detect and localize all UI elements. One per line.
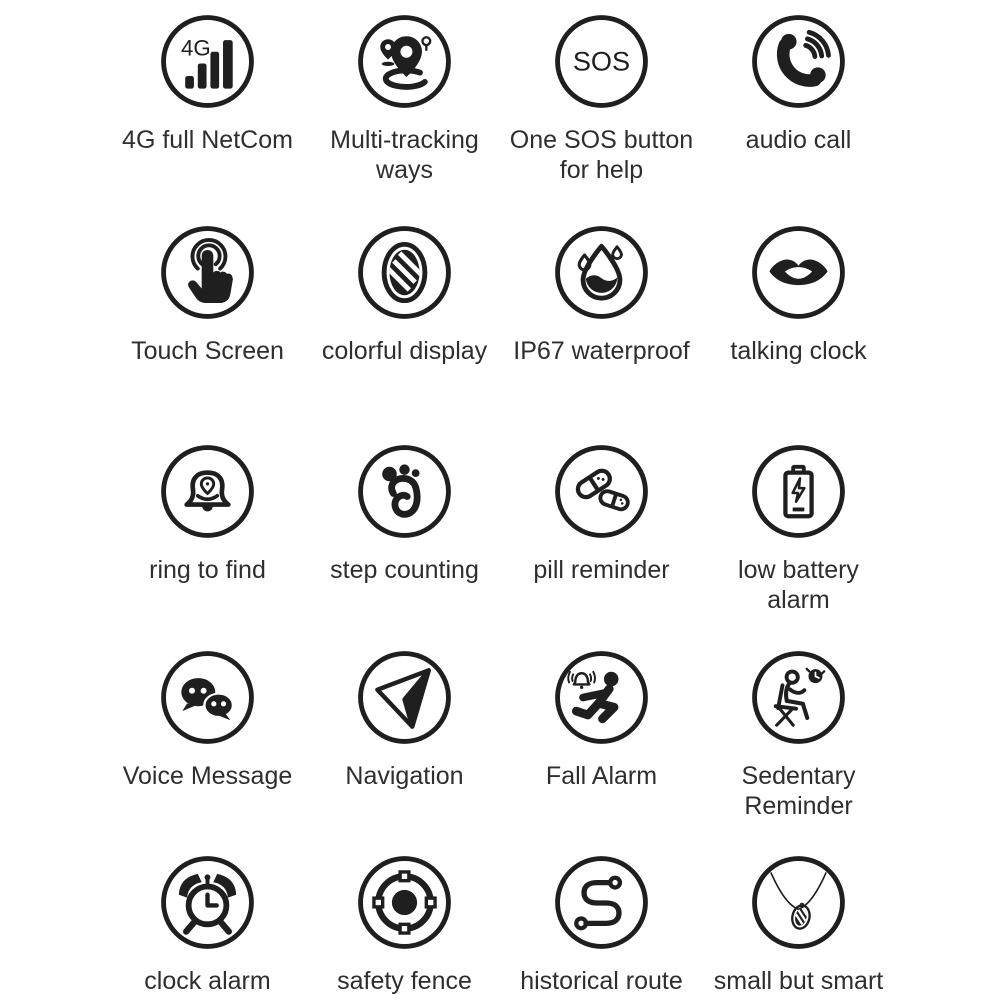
feature-label: safety fence	[337, 967, 472, 995]
feature-row-4	[109, 649, 897, 821]
feature-label: 4G full NetCom	[122, 126, 293, 154]
feature-multi-tracking	[306, 13, 503, 185]
feature-row-1	[109, 13, 897, 185]
feature-pill-reminder	[503, 443, 700, 615]
feature-label: Multi-tracking ways	[330, 126, 479, 184]
feature-audio-call	[700, 13, 897, 185]
feature-label: small but smart	[713, 967, 884, 995]
feature-small-but-smart	[700, 854, 897, 996]
chat-bubbles-icon	[159, 649, 256, 746]
feature-safety-fence	[306, 854, 503, 996]
multi-tracking-pins-icon	[356, 13, 453, 110]
feature-label: Voice Message	[122, 762, 293, 790]
feature-label: clock alarm	[144, 967, 271, 995]
feature-sedentary-reminder	[700, 649, 897, 821]
touch-hand-icon	[159, 224, 256, 321]
water-drop-icon	[553, 224, 650, 321]
feature-row-3	[109, 443, 897, 615]
4g-text: 4G	[180, 35, 211, 61]
feature-step-counting	[306, 443, 503, 615]
feature-sos	[503, 13, 700, 185]
feature-label: ring to find	[149, 556, 266, 584]
feature-4g-full-netcom	[109, 13, 306, 185]
feature-label: pill reminder	[533, 556, 670, 584]
feature-label: Navigation	[345, 762, 464, 790]
feature-label: Touch Screen	[131, 337, 284, 365]
feature-ring-to-find	[109, 443, 306, 615]
pills-icon	[553, 443, 650, 540]
feature-colorful-display	[306, 224, 503, 366]
feature-waterproof	[503, 224, 700, 366]
footprint-icon	[356, 443, 453, 540]
sos-icon	[553, 13, 650, 110]
feature-low-battery-alarm	[700, 443, 897, 615]
feature-voice-message	[109, 649, 306, 821]
necklace-icon	[750, 854, 847, 951]
falling-person-icon	[553, 649, 650, 746]
feature-historical-route	[503, 854, 700, 996]
lips-icon	[750, 224, 847, 321]
feature-label: low battery alarm	[738, 556, 859, 614]
feature-label: historical route	[520, 967, 683, 995]
oval-display-icon	[356, 224, 453, 321]
feature-talking-clock	[700, 224, 897, 366]
feature-row-5	[109, 854, 897, 996]
alarm-clock-icon	[159, 854, 256, 951]
4g-signal-icon	[159, 13, 256, 110]
feature-label: talking clock	[730, 337, 867, 365]
feature-label: Fall Alarm	[545, 762, 658, 790]
geofence-target-icon	[356, 854, 453, 951]
sitting-person-icon	[750, 649, 847, 746]
feature-clock-alarm	[109, 854, 306, 996]
battery-icon	[750, 443, 847, 540]
feature-label: audio call	[745, 126, 852, 154]
feature-row-2	[109, 224, 897, 366]
paper-plane-icon	[356, 649, 453, 746]
feature-navigation	[306, 649, 503, 821]
bell-pin-icon	[159, 443, 256, 540]
feature-touch-screen	[109, 224, 306, 366]
feature-label: step counting	[330, 556, 479, 584]
route-icon	[553, 854, 650, 951]
feature-label: Sedentary Reminder	[741, 762, 856, 820]
feature-label: colorful display	[321, 337, 488, 365]
feature-label: IP67 waterproof	[513, 337, 690, 365]
feature-label: One SOS button for help	[509, 126, 694, 184]
phone-call-icon	[750, 13, 847, 110]
feature-fall-alarm	[503, 649, 700, 821]
sos-text: SOS	[572, 45, 631, 77]
